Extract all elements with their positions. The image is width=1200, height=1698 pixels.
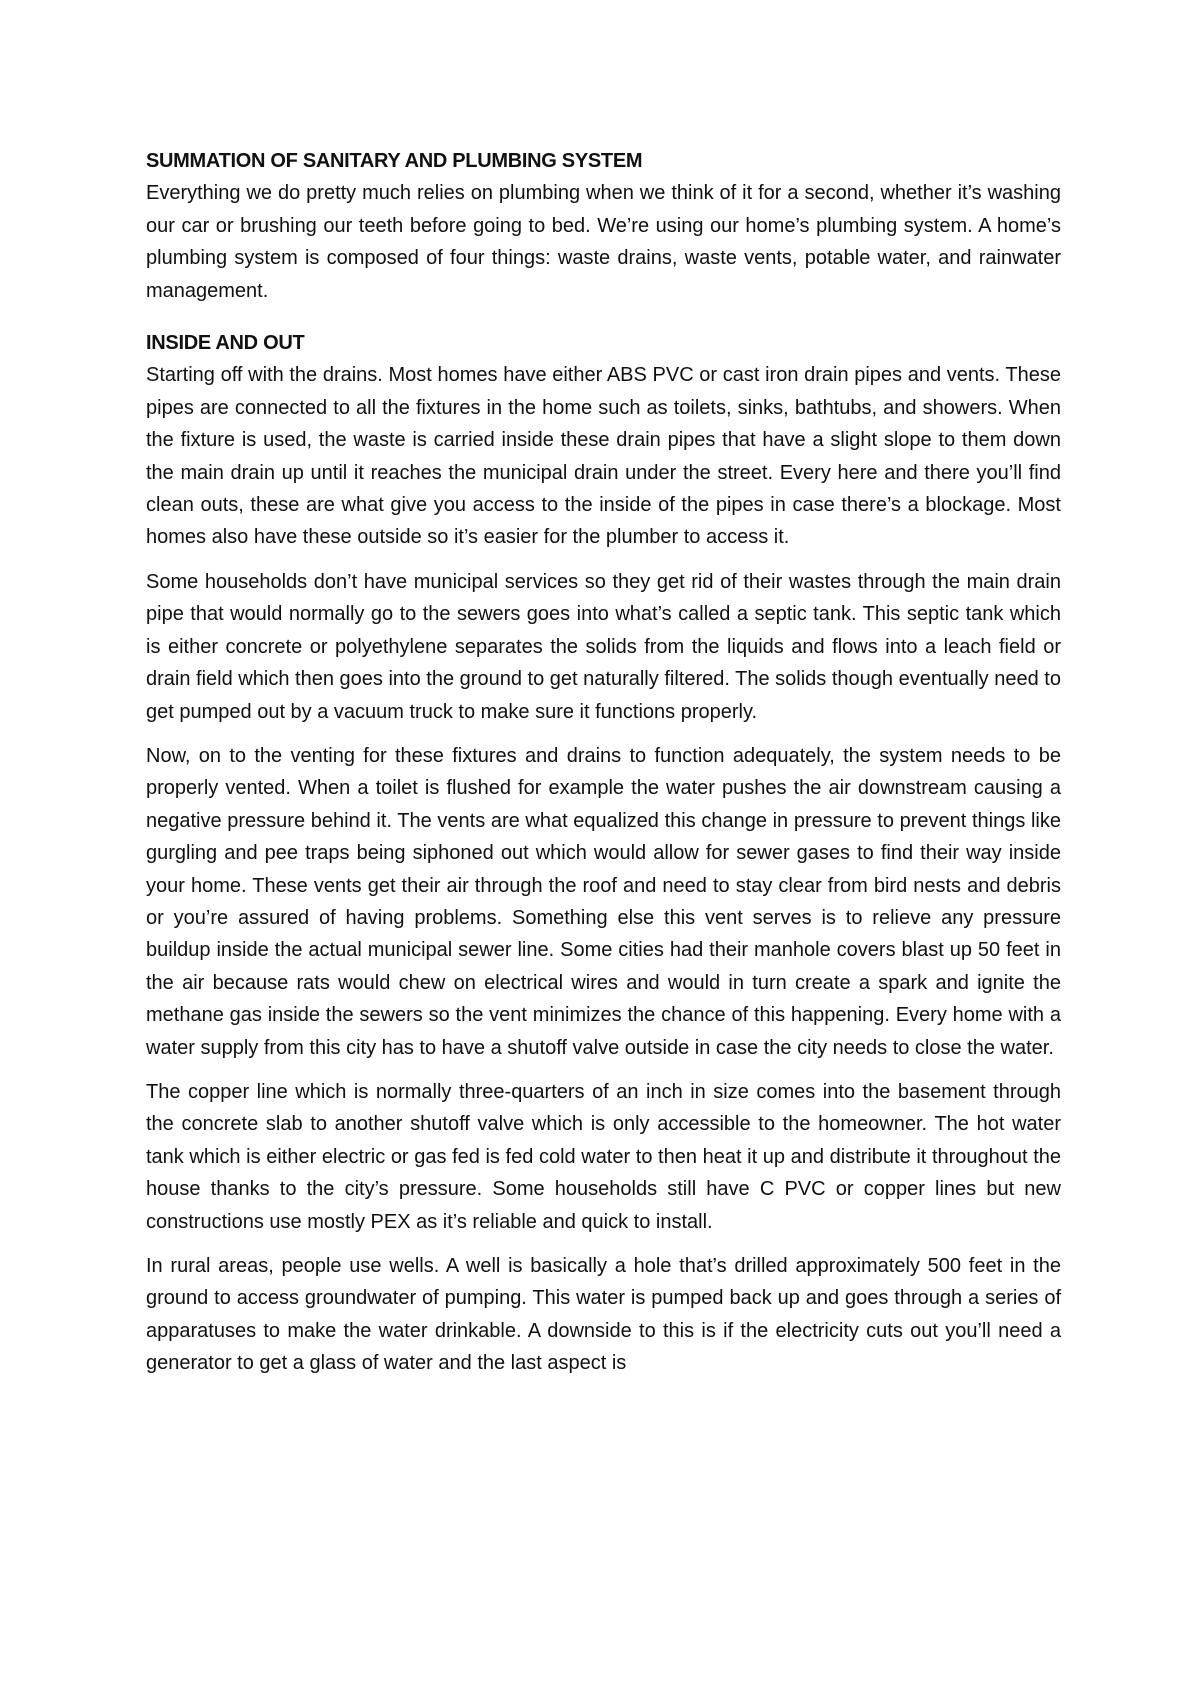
paragraph-copper-line: The copper line which is normally three-quarters of an inch in size comes into the basement through the concrete slab to another shutoff valve which is only accessible to the homeowner. The hot water tank which is either electric or gas fed is fed cold water to then heat it up and distribute it throughout the house thanks to the city’s pressure. Some households still have C PVC or copper lines but new constructions use mostly PEX as it’s reliable and quick to install. (146, 1080, 1061, 1233)
document-title: SUMMATION OF SANITARY AND PLUMBING SYSTEM (146, 150, 643, 172)
paragraph-drains: Starting off with the drains. Most homes have either ABS PVC or cast iron drain pipes and vents. These pipes are connected to all the fixtures in the home such as toilets, sinks, bathtubs, and showers. When the fixture is used, the waste is carried inside these drain pipes that have a slight slope to them down the main drain up until it reaches the municipal drain under the street. Every here and there you’ll find clean outs, these are what give you access to the inside of the pipes in case there’s a blockage. Most homes also have these outside so it’s easier for the plumber to access it. (146, 364, 1061, 549)
section-heading: INSIDE AND OUT (146, 332, 305, 355)
paragraph-venting: Now, on to the venting for these fixtures and drains to function adequately, the system needs to be properly vented. When a toilet is flushed for example the water pushes the air downstream causing a negative pressure behind it. The vents are what equalized this change in pressure to prevent things like gurgling and pee traps being siphoned out which would allow for sewer gases to find their way inside your home. These vents get their air through the roof and need to stay clear from bird nests and debris or you’re assured of having problems. Something else this vent serves is to relieve any pressure buildup inside the actual municipal sewer line. Some cities had their manhole covers blast up 50 feet in the air because rats would chew on electrical wires and would in turn create a spark and ignite the methane gas inside the sewers so the vent minimizes the chance of this happening. Every home with a water supply from this city has to have a shutoff valve outside in case the city needs to close the water. (146, 744, 1061, 1059)
paragraph-wells: In rural areas, people use wells. A well is basically a hole that’s drilled approximately 500 feet in the ground to access groundwater of pumping. This water is pumped back up and goes through a series of apparatuses to make the water drinkable. A downside to this is if the electricity cuts out you’ll need a generator to get a glass of water and the last aspect is (146, 1255, 1061, 1375)
paragraph-septic: Some households don’t have municipal services so they get rid of their wastes through the main drain pipe that would normally go to the sewers goes into what’s called a septic tank. This septic tank which is either concrete or polyethylene separates the solids from the liquids and flows into a leach field or drain field which then goes into the ground to get naturally filtered. The solids though eventually need to get pumped out by a vacuum truck to make sure it functions properly. (146, 570, 1061, 723)
intro-paragraph: Everything we do pretty much relies on plumbing when we think of it for a second, whether it’s washing our car or brushing our teeth before going to bed. We’re using our home’s plumbing system. A home’s plumbing system is composed of four things: waste drains, waste vents, potable water, and rainwater management. (146, 182, 1061, 302)
document-body (146, 145, 1061, 1380)
